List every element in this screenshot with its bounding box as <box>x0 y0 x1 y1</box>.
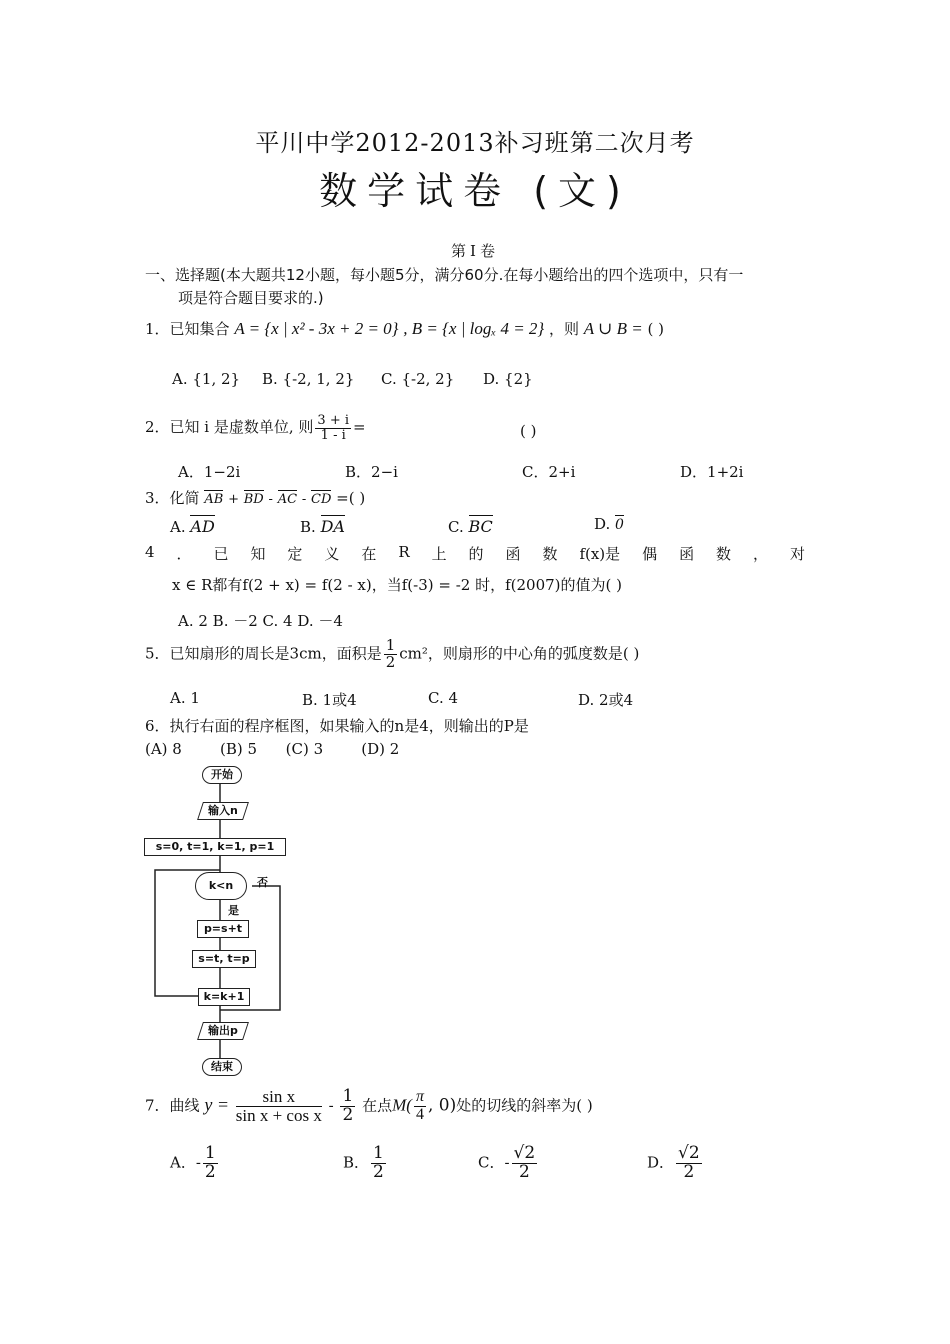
flowchart-init: s=0, t=1, k=1, p=1 <box>144 838 286 856</box>
q7-option-b-fraction <box>371 1145 386 1182</box>
q7-option-a <box>170 1145 220 1182</box>
q5-option-a: A. 1 <box>170 689 200 707</box>
q5-suffix: cm²，则扇形的中心角的弧度数是( ) <box>399 644 640 663</box>
question-5 <box>145 638 639 671</box>
q3-option-c-vector: BC <box>468 517 493 536</box>
flowchart-step-k: k=k+1 <box>198 988 250 1006</box>
q4-token: f(x)是 <box>579 545 621 563</box>
q1-option-a: A. {1, 2} <box>172 370 241 388</box>
q7-option-b-num: 1 <box>373 1143 384 1163</box>
q5-frac-den: 2 <box>385 652 396 671</box>
q4-options: A. 2 B. －2 C. 4 D. －4 <box>178 612 343 630</box>
q1-expr: A ∪ B = <box>583 319 643 338</box>
q7-option-a-label: A．- <box>170 1153 201 1172</box>
q7-option-d <box>647 1145 704 1182</box>
q4-token: 4 <box>145 543 155 561</box>
q7-option-d-label: D． <box>647 1153 675 1172</box>
q3-vector-ac: AC <box>277 492 298 507</box>
q2-frac-num: 3 + i <box>317 413 350 428</box>
q7-minus: - <box>328 1096 334 1115</box>
q3-option-a <box>170 515 215 536</box>
q7-option-d-den: 2 <box>683 1161 695 1182</box>
q1-set-a: A = {x | x² - 3x + 2 = 0} <box>234 319 399 338</box>
q3-option-a-label: A. <box>170 518 186 536</box>
q3-option-c <box>448 515 493 536</box>
exam-title-line2: 数学试卷 (文) <box>319 169 631 213</box>
q5-prefix: 5．已知扇形的周长是3cm，面积是 <box>145 644 382 663</box>
q7-option-c <box>478 1145 539 1182</box>
q1-option-c: C. {-2, 2} <box>381 370 455 388</box>
flowchart-step-p: p=s+t <box>197 920 249 938</box>
question-3 <box>145 487 365 508</box>
q7-option-a-fraction <box>203 1145 218 1182</box>
q3-option-d-vector: 0 <box>615 517 624 533</box>
q4-token: 在 <box>361 545 377 563</box>
q2-option-c: C．2+i <box>522 463 576 481</box>
q2-option-d: D．1+2i <box>680 463 744 481</box>
q4-token: 的 <box>468 545 484 563</box>
flowchart-yes-label: 是 <box>228 904 239 917</box>
q7-option-b-label: B． <box>343 1153 370 1172</box>
q3-option-a-vector: AD <box>190 517 215 536</box>
q7-option-d-fraction <box>676 1145 702 1182</box>
flowchart-step-st: s=t, t=p <box>192 950 256 968</box>
q3-option-b-vector: DA <box>320 517 345 536</box>
q7-half-num: 1 <box>342 1086 354 1106</box>
q4-token: 已 <box>213 545 229 563</box>
q7-y: y = <box>204 1094 229 1115</box>
q7-option-b-den: 2 <box>373 1161 384 1182</box>
q2-fraction <box>315 414 351 442</box>
q4-token: 上 <box>431 545 447 563</box>
q3-option-b <box>300 515 345 536</box>
question-1 <box>145 318 664 339</box>
q7-point-post: , 0) <box>427 1095 457 1116</box>
q3-vector-cd: CD <box>311 492 332 507</box>
q7-prefix: 7．曲线 <box>145 1096 200 1115</box>
q7-frac-den: sin x + cos x <box>235 1105 322 1125</box>
flowchart-output-label: 输出p <box>208 1024 238 1037</box>
q2-blank: ( ) <box>520 422 537 440</box>
q7-option-a-den: 2 <box>204 1161 216 1182</box>
q3-option-d-label: D. <box>594 515 611 533</box>
question-2 <box>145 414 366 442</box>
q3-option-d <box>594 515 624 533</box>
flowchart-input-label: 输入n <box>208 804 238 817</box>
q3-op3: - <box>301 492 307 507</box>
q7-main-fraction <box>236 1088 322 1125</box>
question-4-line1 <box>145 543 805 564</box>
q4-token: 函 <box>505 545 521 563</box>
q7-frac-num: sin x <box>236 1088 322 1107</box>
q6-options: (A) 8 (B) 5 (C) 3 (D) 2 <box>145 740 400 758</box>
exam-title-line1: 平川中学2012-2013补习班第二次月考 <box>255 129 695 157</box>
q7-pi-fraction <box>414 1089 426 1124</box>
q4-token: R <box>398 543 410 561</box>
q4-token: 偶 <box>642 545 658 563</box>
q4-token: 数 <box>542 545 558 563</box>
q4-token: 对 <box>789 545 805 563</box>
flowchart-condition: k<n <box>195 872 247 900</box>
q1-option-b: B. {-2, 1, 2} <box>262 370 355 388</box>
q3-prefix: 3．化简 <box>145 489 200 507</box>
volume-label: 第Ⅰ卷 <box>451 242 499 260</box>
q7-option-d-num: √2 <box>678 1143 700 1163</box>
q1-blank: ( ) <box>647 320 664 338</box>
flowchart <box>140 760 330 1080</box>
q2-option-a: A．1−2i <box>178 463 241 481</box>
q3-suffix: =( ) <box>336 489 366 507</box>
q4-token: 数 <box>716 545 732 563</box>
q5-fraction <box>384 638 398 671</box>
q1-prefix: 1．已知集合 <box>145 320 230 338</box>
q5-option-b: B. 1或4 <box>302 691 357 709</box>
q5-option-d: D. 2或4 <box>578 691 634 709</box>
q4-token: 定 <box>287 545 303 563</box>
q3-vector-bd: BD <box>243 492 264 507</box>
q7-half-fraction <box>340 1088 355 1125</box>
flowchart-output <box>197 1022 249 1040</box>
flowchart-end: 结束 <box>202 1058 242 1076</box>
q7-half-den: 2 <box>342 1104 354 1125</box>
q7-option-c-den: 2 <box>518 1161 530 1182</box>
q1-set-b: , B = {x | logₓ 4 = 2} <box>403 319 545 338</box>
section-heading-line2: 项是符合题目要求的.) <box>178 289 324 307</box>
q2-frac-den: 1 - i <box>320 427 346 443</box>
flowchart-no-label: 否 <box>257 876 268 889</box>
q7-option-b <box>343 1145 388 1182</box>
question-6: 6．执行右面的程序框图，如果输入的n是4，则输出的P是 <box>145 717 529 735</box>
q2-prefix: 2．已知 i 是虚数单位, 则 <box>145 418 314 437</box>
q3-op2: - <box>268 492 273 507</box>
q7-option-a-num: 1 <box>204 1143 216 1163</box>
q4-token: ． <box>176 545 192 563</box>
q7-pi-den: 4 <box>415 1105 424 1123</box>
q5-frac-num: 1 <box>385 636 396 654</box>
q3-vector-ab: AB <box>204 492 224 507</box>
q5-option-c: C. 4 <box>428 689 459 707</box>
question-4-line2: x ∈ R都有f(2 + x) = f(2 - x)，当f(-3) = -2 时，f(2007)的值为( ) <box>172 576 622 594</box>
flowchart-input <box>197 802 249 820</box>
q7-option-c-fraction <box>512 1145 538 1182</box>
q4-token: 义 <box>324 545 340 563</box>
q4-token: 知 <box>250 545 266 563</box>
q2-option-b: B．2−i <box>345 463 398 481</box>
q2-eq: = <box>353 418 366 437</box>
q4-token: ， <box>753 545 769 563</box>
q7-point-pre: M( <box>392 1095 412 1115</box>
q7-suffix: 处的切线的斜率为( ) <box>456 1096 593 1115</box>
q3-option-b-label: B. <box>300 518 316 536</box>
q4-token: 函 <box>679 545 695 563</box>
section-heading-line1: 一、选择题(本大题共12小题，每小题5分，满分60分.在每小题给出的四个选项中，只有一 <box>145 266 744 284</box>
q7-option-c-num: √2 <box>513 1143 536 1163</box>
q7-pi-num: π <box>415 1088 424 1106</box>
q1-option-d: D. {2} <box>483 370 533 388</box>
question-7 <box>145 1088 593 1125</box>
q3-op1: + <box>228 492 239 507</box>
q3-option-c-label: C. <box>448 518 464 536</box>
q7-mid: 在点 <box>362 1096 393 1115</box>
q1-suffix: ，则 <box>549 320 580 338</box>
flowchart-start: 开始 <box>202 766 242 784</box>
q7-option-c-label: C．- <box>478 1153 510 1172</box>
